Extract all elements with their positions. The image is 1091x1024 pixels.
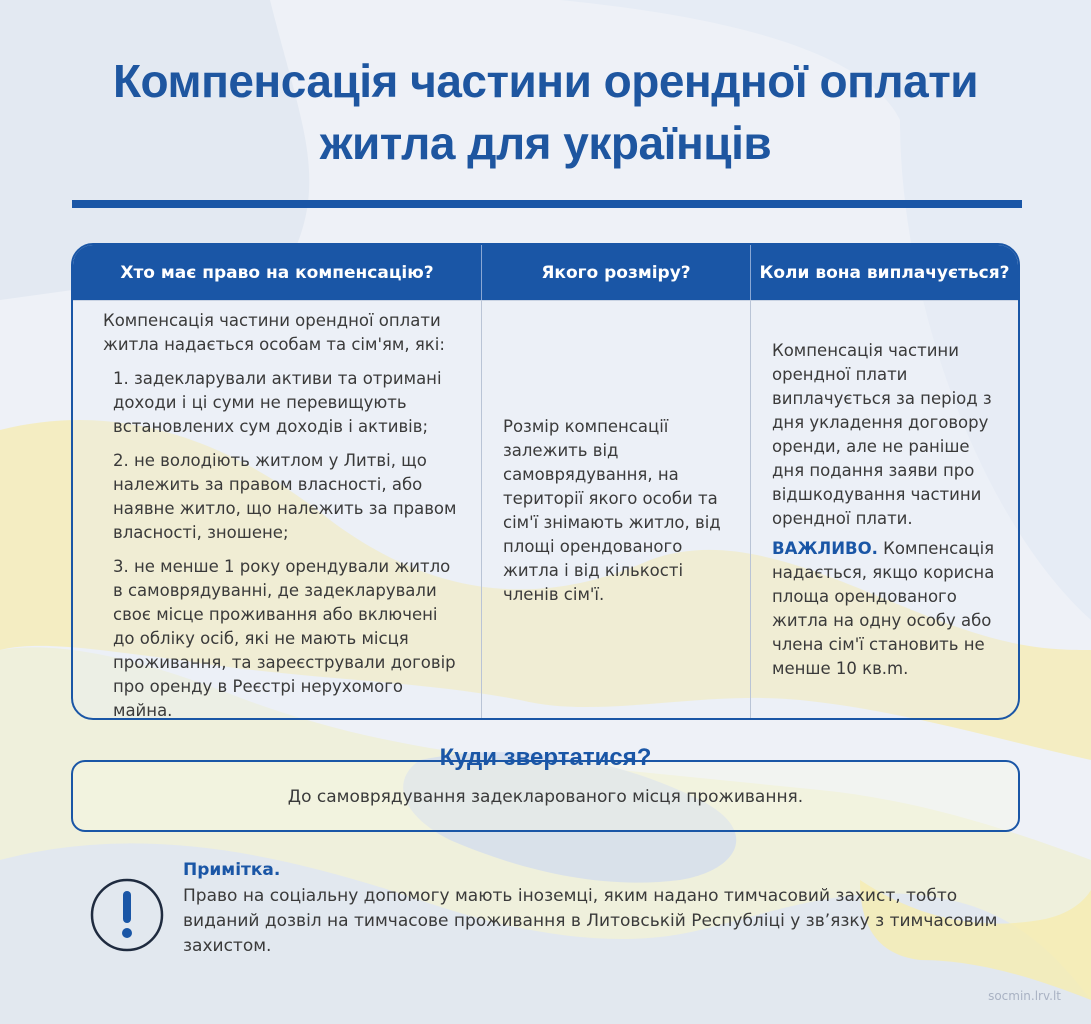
important-label: ВАЖЛИВО.	[772, 539, 878, 558]
page-title-line-2: житла для українців	[319, 117, 772, 169]
cell-eligibility	[73, 300, 482, 720]
page-title	[40, 50, 1051, 174]
cell-payment	[751, 300, 1018, 720]
payment-important	[772, 537, 1004, 681]
exclamation-circle-icon	[89, 877, 165, 953]
header-amount: Якого розміру?	[482, 245, 751, 300]
cell-amount	[482, 300, 751, 720]
eligibility-intro: Компенсація частини орендної оплати житла надається особам та сім'ям, які:	[103, 311, 445, 354]
eligibility-item: 1. задекларували активи та отримані доходи і ці суми не перевищують встановлених сум доходів і активів;	[113, 369, 442, 436]
footer-website: socmin.lrv.lt	[988, 989, 1061, 1003]
note-text: Право на соціальну допомогу мають іноземці, яким надано тимчасовий захист, тобто виданий дозвіл на тимчасове проживання в Литовській Республіці у зв’язку з тимчасовим захистом.	[183, 886, 998, 956]
where-to-apply-text: До самоврядування задекларованого місця проживання.	[287, 787, 804, 807]
eligibility-item: 3. не менше 1 року орендували житло в самоврядуванні, де задекларували своє місце проживання або включені до обліку осіб, які не мають місця проживання, та зареєстрували договір про оренду в Реєстрі нерухомого майна.	[113, 557, 456, 720]
info-table	[71, 243, 1020, 720]
eligibility-item: 2. не володіють житлом у Литві, що належить за правом власності, або наявне житло, що належить за правом власності, зношене;	[113, 451, 457, 542]
where-to-apply-title-text: Куди звертатися?	[439, 744, 652, 771]
payment-text: Компенсація частини орендної плати виплачується за період з дня укладення договору оренди, але не раніше дня подання заяви про відшкодування частини орендної плати.	[772, 341, 992, 528]
important-text: Компенсація надається, якщо корисна площа орендованого житла на одну особу або члена сім'ї становить не менше 10 кв.m.	[772, 539, 995, 678]
where-to-apply-title	[0, 744, 1091, 772]
page-title-line-1: Компенсація частини орендної оплати	[112, 55, 979, 107]
title-divider	[72, 200, 1022, 208]
header-payment: Коли вона виплачується?	[751, 245, 1018, 300]
header-eligibility: Хто має право на компенсацію?	[73, 245, 482, 300]
note-title: Примітка.	[183, 860, 281, 880]
eligibility-list	[103, 367, 463, 720]
amount-text: Розмір компенсації залежить від самоврядування, на території якого особи та сім'ї знімають житло, від площі орендованого житла і від кількості членів сім'ї.	[503, 417, 721, 604]
